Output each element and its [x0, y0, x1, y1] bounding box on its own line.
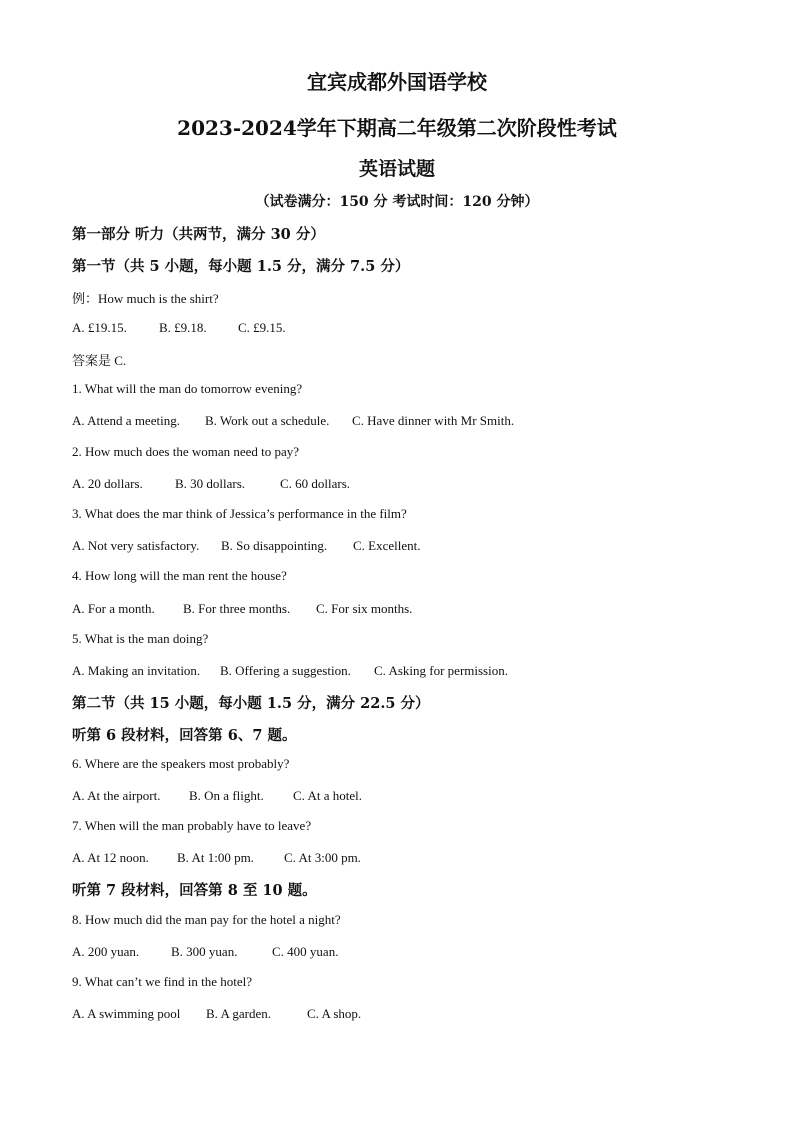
option-c: C. Asking for permission.	[374, 663, 508, 678]
q4-options	[72, 600, 412, 618]
option-c: C. For six months.	[316, 601, 413, 616]
option-c: C. 400 yuan.	[272, 944, 339, 959]
option-a: A. A swimming pool	[72, 1006, 181, 1021]
example-options	[72, 319, 286, 337]
section2-title: 第二节（共 15 小题，每小题 1.5 分，满分 22.5 分）	[72, 695, 430, 712]
q7-options	[72, 849, 361, 867]
q5-options	[72, 662, 508, 680]
option-a: A. At 12 noon.	[72, 850, 149, 865]
option-a: A. 200 yuan.	[72, 944, 140, 959]
q7-question: 7. When will the man probably have to leave?	[72, 818, 312, 833]
material6-title: 听第 6 段材料，回答第 6、7 题。	[72, 727, 297, 744]
option-c: C. 60 dollars.	[280, 476, 351, 491]
option-a: A. Making an invitation.	[72, 663, 201, 678]
q4-question: 4. How long will the man rent the house?	[72, 568, 287, 583]
option-b: B. So disappointing.	[221, 538, 328, 553]
material7-title: 听第 7 段材料，回答第 8 至 10 题。	[72, 882, 317, 899]
subject-title: 英语试题	[358, 158, 435, 180]
option-c: C. At 3:00 pm.	[284, 850, 361, 865]
option-a: A. For a month.	[72, 601, 155, 616]
exam-meta: （试卷满分：150 分 考试时间：120 分钟）	[255, 194, 539, 210]
exam-title: 2023-2024学年下期高二年级第二次阶段性考试	[177, 116, 617, 140]
option-c: C. Have dinner with Mr Smith.	[352, 413, 515, 428]
option-b: B. Offering a suggestion.	[220, 663, 351, 678]
option-a: A. At the airport.	[72, 788, 161, 803]
option-c: C. Excellent.	[353, 538, 421, 553]
school-name: 宜宾成都外国语学校	[307, 70, 487, 94]
option-a: A. 20 dollars.	[72, 476, 143, 491]
option-b: B. 300 yuan.	[171, 944, 238, 959]
q8-options	[72, 943, 338, 961]
q5-question: 5. What is the man doing?	[72, 631, 209, 646]
option-b: B. A garden.	[206, 1006, 271, 1021]
q1-options	[72, 412, 514, 430]
q6-options	[72, 787, 362, 805]
q8-question: 8. How much did the man pay for the hotel a night?	[72, 912, 341, 927]
option-b: B. For three months.	[183, 601, 291, 616]
option-b: B. Work out a schedule.	[205, 413, 330, 428]
option-c: C. At a hotel.	[293, 788, 362, 803]
q2-question: 2. How much does the woman need to pay?	[72, 444, 300, 459]
q1-question: 1. What will the man do tomorrow evening?	[72, 381, 303, 396]
option-a: A. Not very satisfactory.	[72, 538, 200, 553]
option-b: B. 30 dollars.	[175, 476, 246, 491]
q6-question: 6. Where are the speakers most probably?	[72, 756, 290, 771]
section1-title: 第一节（共 5 小题，每小题 1.5 分，满分 7.5 分）	[72, 258, 410, 275]
part1-title: 第一部分 听力（共两节，满分 30 分）	[72, 226, 325, 243]
example-answer: 答案是 C.	[72, 353, 127, 368]
q3-question: 3. What does the mar think of Jessica’s performance in the film?	[72, 506, 407, 521]
example-question: 例：How much is the shirt?	[72, 291, 219, 306]
q3-options	[72, 537, 421, 555]
q2-options	[72, 475, 350, 493]
option-a: A. £19.15.	[72, 320, 127, 335]
option-b: B. On a flight.	[189, 788, 264, 803]
option-c: C. A shop.	[307, 1006, 362, 1021]
option-a: A. Attend a meeting.	[72, 413, 180, 428]
q9-question: 9. What can’t we find in the hotel?	[72, 974, 253, 989]
option-b: B. At 1:00 pm.	[177, 850, 254, 865]
option-b: B. £9.18.	[159, 320, 207, 335]
q9-options	[72, 1005, 361, 1023]
option-c: C. £9.15.	[238, 320, 286, 335]
